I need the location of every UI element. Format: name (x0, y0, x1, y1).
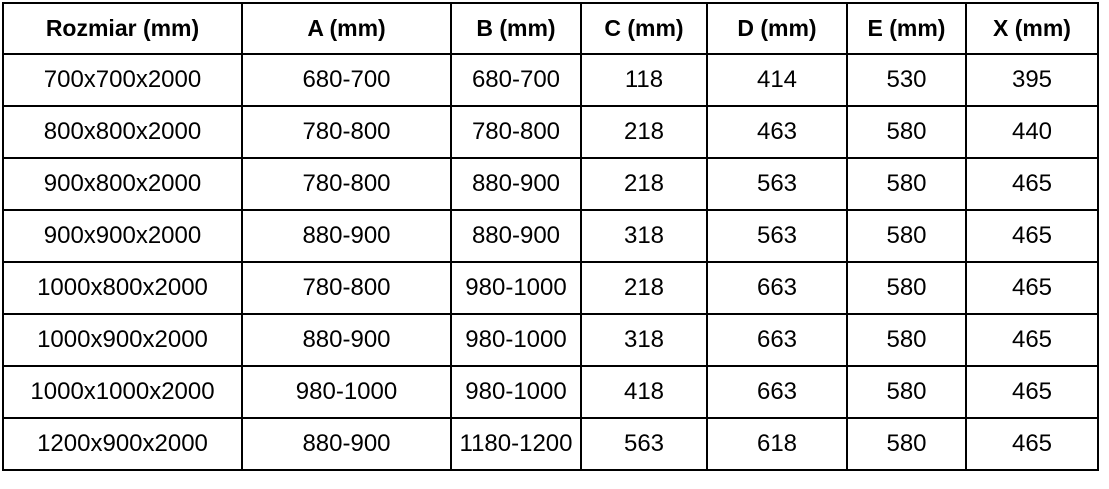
cell-rozmiar: 800x800x2000 (3, 106, 242, 158)
cell-e: 530 (847, 54, 966, 106)
cell-b: 680-700 (451, 54, 581, 106)
cell-x: 465 (966, 210, 1098, 262)
table-row (3, 210, 1098, 262)
cell-d: 563 (707, 210, 847, 262)
cell-x: 465 (966, 262, 1098, 314)
cell-d: 414 (707, 54, 847, 106)
cell-c: 118 (581, 54, 707, 106)
cell-c: 218 (581, 158, 707, 210)
table-header-row (3, 3, 1098, 54)
cell-x: 395 (966, 54, 1098, 106)
column-header-e: E (mm) (847, 3, 966, 54)
cell-x: 465 (966, 366, 1098, 418)
cell-x: 465 (966, 314, 1098, 366)
cell-a: 680-700 (242, 54, 451, 106)
cell-a: 880-900 (242, 314, 451, 366)
cell-d: 663 (707, 314, 847, 366)
cell-e: 580 (847, 418, 966, 470)
cell-rozmiar: 1200x900x2000 (3, 418, 242, 470)
cell-d: 563 (707, 158, 847, 210)
cell-d: 663 (707, 366, 847, 418)
table-row (3, 314, 1098, 366)
cell-a: 880-900 (242, 210, 451, 262)
cell-b: 780-800 (451, 106, 581, 158)
table-row (3, 418, 1098, 470)
cell-rozmiar: 1000x800x2000 (3, 262, 242, 314)
cell-a: 880-900 (242, 418, 451, 470)
cell-c: 218 (581, 262, 707, 314)
cell-b: 980-1000 (451, 314, 581, 366)
column-header-c: C (mm) (581, 3, 707, 54)
cell-a: 980-1000 (242, 366, 451, 418)
cell-b: 880-900 (451, 210, 581, 262)
cell-e: 580 (847, 366, 966, 418)
table-row (3, 54, 1098, 106)
cell-rozmiar: 1000x1000x2000 (3, 366, 242, 418)
cell-d: 463 (707, 106, 847, 158)
column-header-x: X (mm) (966, 3, 1098, 54)
cell-b: 980-1000 (451, 366, 581, 418)
dimension-spec-table (2, 2, 1099, 471)
cell-e: 580 (847, 262, 966, 314)
cell-b: 1180-1200 (451, 418, 581, 470)
column-header-d: D (mm) (707, 3, 847, 54)
cell-rozmiar: 700x700x2000 (3, 54, 242, 106)
cell-c: 218 (581, 106, 707, 158)
column-header-a: A (mm) (242, 3, 451, 54)
column-header-b: B (mm) (451, 3, 581, 54)
cell-rozmiar: 900x800x2000 (3, 158, 242, 210)
cell-a: 780-800 (242, 106, 451, 158)
table-row (3, 262, 1098, 314)
cell-e: 580 (847, 314, 966, 366)
table-row (3, 366, 1098, 418)
cell-e: 580 (847, 158, 966, 210)
cell-rozmiar: 900x900x2000 (3, 210, 242, 262)
cell-a: 780-800 (242, 158, 451, 210)
cell-b: 980-1000 (451, 262, 581, 314)
cell-rozmiar: 1000x900x2000 (3, 314, 242, 366)
cell-c: 318 (581, 314, 707, 366)
cell-c: 563 (581, 418, 707, 470)
cell-x: 465 (966, 158, 1098, 210)
table-row (3, 158, 1098, 210)
cell-x: 465 (966, 418, 1098, 470)
cell-d: 618 (707, 418, 847, 470)
cell-x: 440 (966, 106, 1098, 158)
column-header-rozmiar: Rozmiar (mm) (3, 3, 242, 54)
cell-c: 318 (581, 210, 707, 262)
cell-e: 580 (847, 106, 966, 158)
cell-c: 418 (581, 366, 707, 418)
table-row (3, 106, 1098, 158)
cell-a: 780-800 (242, 262, 451, 314)
cell-e: 580 (847, 210, 966, 262)
cell-b: 880-900 (451, 158, 581, 210)
cell-d: 663 (707, 262, 847, 314)
